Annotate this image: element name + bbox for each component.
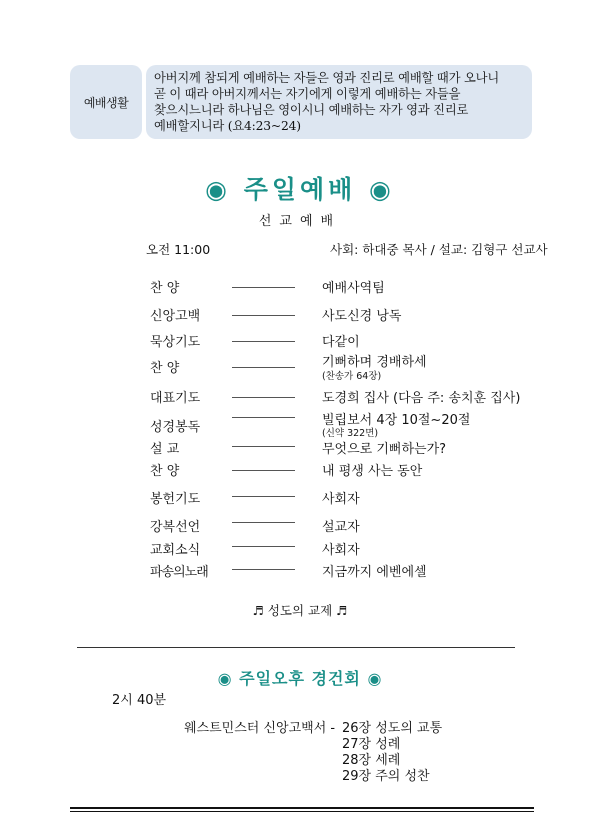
leader-line (232, 417, 295, 418)
confession-chapter: 27장 성례 (342, 737, 401, 752)
order-value: 지금까지 에벤에셀 (322, 565, 427, 580)
order-label: 찬 양 (150, 464, 180, 479)
leader-line (232, 470, 295, 471)
order-label: 묵상기도 (150, 335, 201, 350)
confession-chapter: 28장 세례 (342, 753, 401, 768)
verse-line: 곧 이 때라 아버지께서는 자기에게 이렇게 예배하는 자들을 (154, 87, 461, 101)
leader-line (232, 569, 295, 570)
afternoon-service-title: ◉ 주일오후 경건회 ◉ (217, 669, 383, 688)
confession-chapter: 26장 성도의 교통 (342, 721, 443, 736)
order-label: 설 교 (150, 442, 180, 457)
order-value: 무엇으로 기뻐하는가? (322, 442, 447, 457)
confession-chapter: 29장 주의 성찬 (342, 769, 430, 784)
order-value: 내 평생 사는 동안 (322, 464, 423, 479)
afternoon-time: 2시 40분 (112, 693, 167, 708)
leader-line (232, 546, 295, 547)
leader-line (232, 315, 295, 316)
order-value: 사회자 (322, 492, 360, 507)
order-label: 교회소식 (150, 543, 201, 558)
verse-line: 아버지께 참되게 예배하는 자들은 영과 진리로 예배할 때가 오나니 (154, 71, 499, 85)
fellowship-note: ♬ 성도의 교제 ♬ (252, 603, 348, 618)
service-subtitle: 선교예배 (258, 214, 342, 229)
leader-line (232, 287, 295, 288)
header-label: 예배생활 (70, 65, 142, 139)
order-label: 봉헌기도 (150, 492, 201, 507)
verse-line: 찾으시느니라 하나님은 영이시니 예배하는 자가 영과 진리로 (154, 103, 469, 117)
order-label: 파송의노래 (150, 565, 208, 580)
order-value: 설교자 (322, 520, 360, 535)
order-value: 다같이 (322, 335, 360, 350)
order-value: 사회자 (322, 543, 360, 558)
order-label: 강복선언 (150, 520, 201, 535)
order-value: 도경희 집사 (다음 주: 송치훈 집사) (322, 391, 521, 406)
footer-rule (70, 811, 534, 812)
order-value: 예배사역팀 (322, 281, 385, 296)
leader-line (232, 397, 295, 398)
order-value: 사도신경 낭독 (322, 309, 402, 324)
order-label: 신앙고백 (150, 309, 201, 324)
order-label: 성경봉독 (150, 420, 201, 435)
header-section (70, 65, 532, 139)
order-value: 기뻐하며 경배하세 (322, 355, 427, 370)
order-note: (신약 322면) (322, 428, 379, 439)
leader-line (232, 446, 295, 447)
section-divider (77, 647, 515, 648)
service-time: 오전 11:00 (146, 242, 211, 257)
order-value: 빌립보서 4장 10절~20절 (322, 413, 471, 428)
footer-rule (70, 807, 534, 809)
order-label: 찬 양 (150, 361, 180, 376)
confession-prefix: 웨스트민스터 신앙고백서 - (184, 721, 336, 736)
order-note: (찬송가 64장) (322, 371, 382, 382)
leader-line (232, 496, 295, 497)
order-label: 대표기도 (150, 391, 201, 406)
leader-line (232, 367, 295, 368)
header-verse (146, 65, 532, 139)
leader-line (232, 341, 295, 342)
sunday-service-title: ◉ 주일예배 ◉ (205, 175, 395, 204)
leader-line (232, 522, 295, 523)
order-label: 찬 양 (150, 281, 180, 296)
verse-line: 예배할지니라 (요4:23~24) (154, 119, 301, 133)
service-leaders: 사회: 하대중 목사 / 설교: 김형구 선교사 (330, 242, 548, 257)
